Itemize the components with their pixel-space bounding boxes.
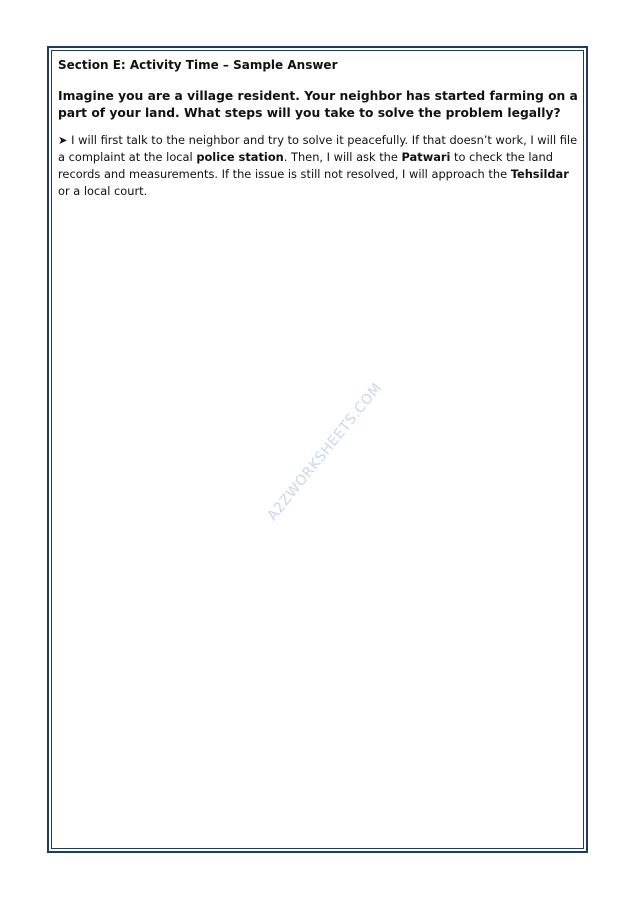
- question-text: Imagine you are a village resident. Your neighbor has started farming on a part of your land. What steps will you take to solve the problem legally?: [58, 89, 578, 120]
- answer-text: [58, 132, 580, 200]
- answer-part-4: or a local court.: [58, 184, 148, 198]
- answer-part-3: to check the land records and measurements. If the issue is still not resolved, I will approach the: [58, 150, 553, 181]
- answer-bold-patwari: Patwari: [401, 150, 451, 164]
- answer-part-2: . Then, I will ask the: [283, 150, 402, 164]
- answer-bold-tehsildar: Tehsildar: [510, 167, 569, 181]
- worksheet-content: [58, 57, 580, 200]
- section-title: Section E: Activity Time – Sample Answer: [58, 58, 338, 72]
- answer-part-1: I will first talk to the neighbor and try to solve it peacefully. If that doesn’t work, I will file a complaint at the local: [58, 133, 578, 164]
- watermark: A2ZWORKSHEETS.COM: [264, 380, 386, 524]
- answer-bold-police-station: police station: [196, 150, 284, 164]
- arrow-bullet-icon: ➤: [58, 133, 68, 147]
